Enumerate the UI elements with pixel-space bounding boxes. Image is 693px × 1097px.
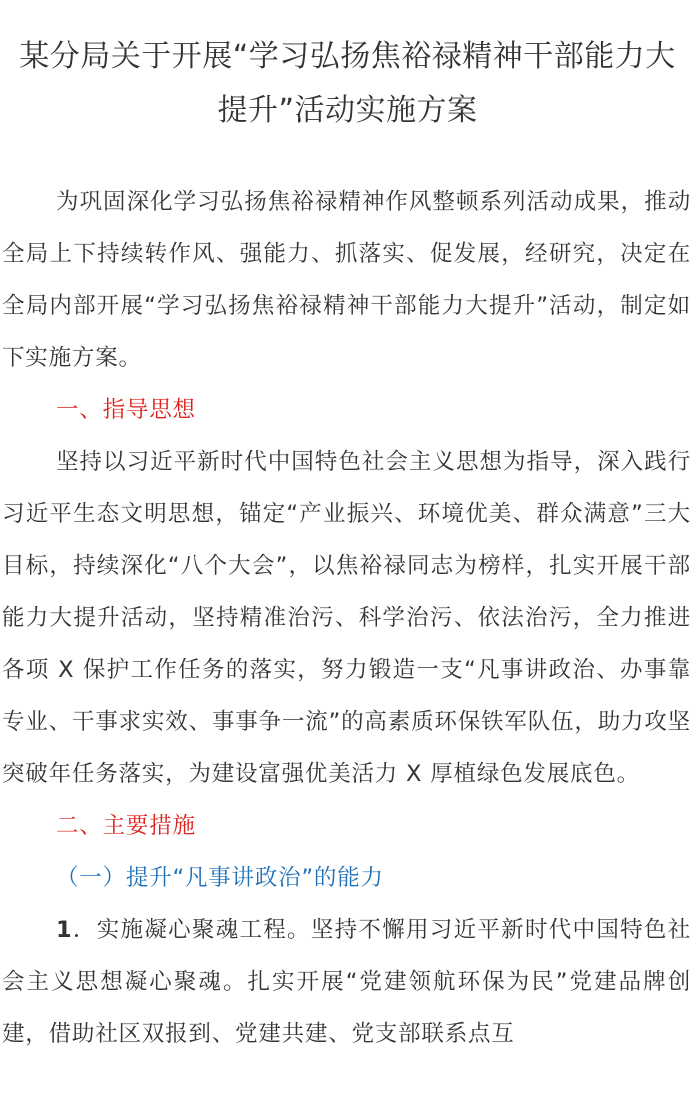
measure-item-number: 1 xyxy=(56,917,73,943)
document-title: 某分局关于开展“学习弘扬焦裕禄精神干部能力大提升”活动实施方案 xyxy=(19,39,676,128)
intro-paragraph: 为巩固深化学习弘扬焦裕禄精神作风整顿系列活动成果，推动全局上下持续转作风、强能力、抓落实、促发展，经研究，决定在全局内部开展“学习弘扬焦裕禄精神干部能力大提升”活动，制定如下实施方案。 xyxy=(2,189,691,371)
guiding-ideology-paragraph: 坚持以习近平新时代中国特色社会主义思想为指导，深入践行习近平生态文明思想，锚定“产业振兴、环境优美、群众满意”三大目标，持续深化“八个大会”，以焦裕禄同志为榜样，扎实开展干部能力大提升活动，坚持精准治污、科学治污、依法治污，全力推进各项 X 保护工作任务的落实，努力锻造一支“凡事讲政治、办事靠专业、干事求实效、事事争一流”的高素质环保铁军队伍，助力攻坚突破年任务落实，为建设富强优美活力 X 厚植绿色发展底色。 xyxy=(2,449,691,787)
section-heading-main-measures: 二、主要措施 xyxy=(56,813,196,839)
measure-item-paragraph xyxy=(2,904,693,1060)
subsection-heading-political-ability: （一）提升“凡事讲政治”的能力 xyxy=(56,865,384,891)
measure-item-text: ．实施凝心聚魂工程。坚持不懈用习近平新时代中国特色社会主义思想凝心聚魂。扎实开展“党建领航环保为民”党建品牌创建，借助社区双报到、党建共建、党支部联系点互 xyxy=(2,917,691,1047)
section-heading-guiding-ideology: 一、指导思想 xyxy=(56,397,196,423)
